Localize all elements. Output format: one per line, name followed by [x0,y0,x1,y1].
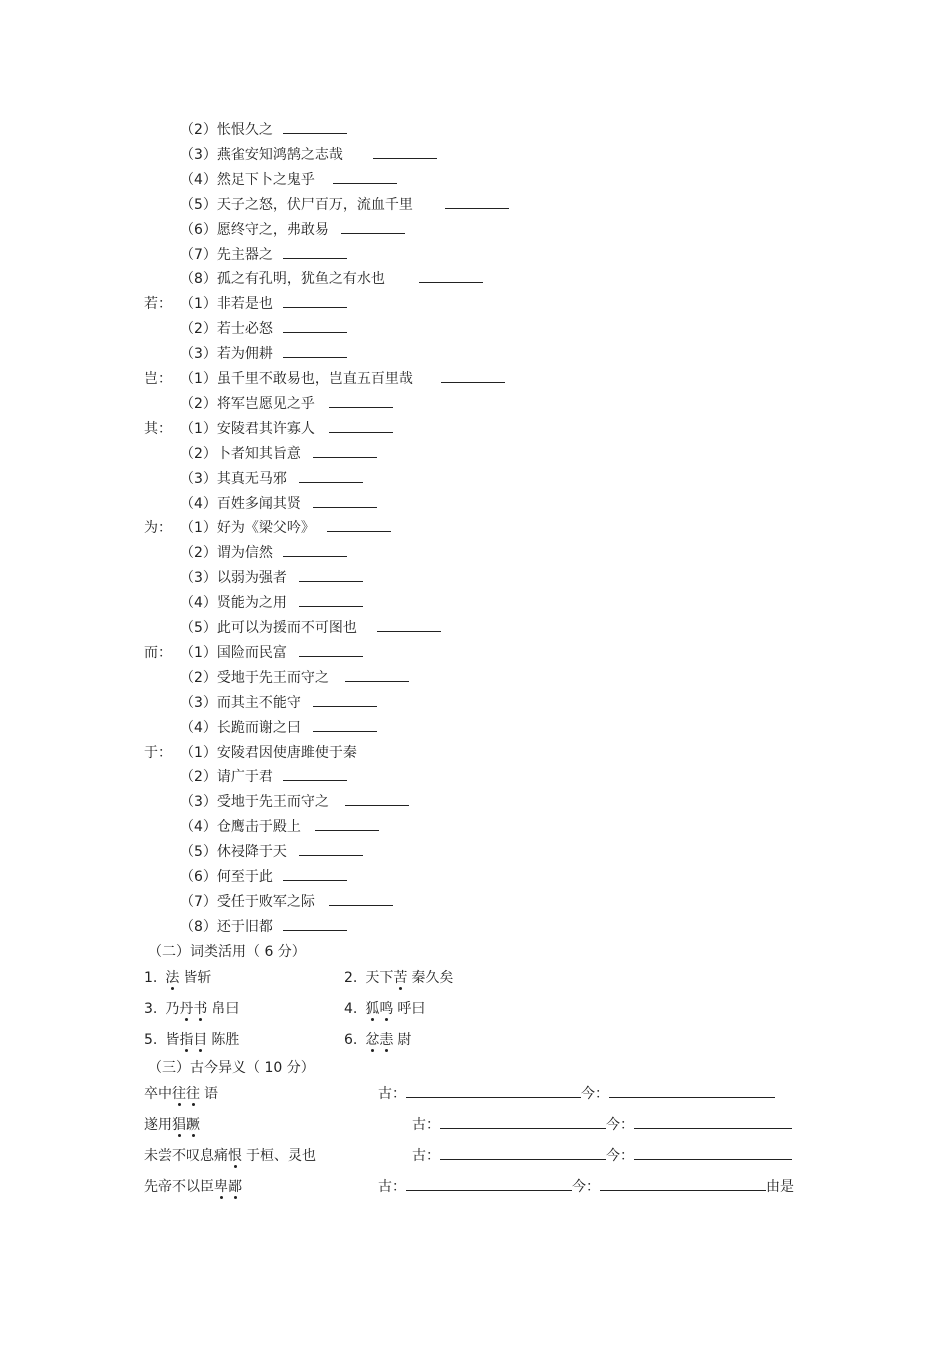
item-number: 4. [344,1001,358,1017]
meaning-answers [412,1145,792,1167]
answer-blank[interactable] [313,692,377,707]
dotted-word [172,1117,200,1133]
item-number: 5. [144,1032,158,1048]
section-heading-ancient-modern: （三）古今异义（ 10 分） [148,1060,315,1076]
conversion-item [144,1029,239,1051]
exercise-item [144,567,363,589]
item-prefix: 为： [144,520,172,536]
exercise-item [144,219,405,241]
item-text: （1）虽千里不敢易也，岂直五百里哉 [180,371,413,387]
item-text: （5）此可以为援而不可图也 [180,620,357,636]
exercise-item [144,119,347,141]
dotted-char: 往 [186,1086,200,1102]
meaning-item [144,1176,246,1198]
conversion-item [344,967,453,989]
exercise-item [144,791,409,813]
item-text: （8）孤之有孔明，犹鱼之有水也 [180,271,385,287]
item-text: （2）受地于先王而守之 [180,670,329,686]
conversion-item [344,998,425,1020]
exercise-item [144,194,509,216]
item-number: 6. [344,1032,358,1048]
item-prefix: 岂： [144,371,172,387]
modern-meaning-blank[interactable] [634,1145,792,1160]
conversion-item [144,967,211,989]
item-text: （2）请广于君 [180,769,273,785]
exercise-item [144,169,397,191]
dotted-char: 卑 [214,1179,228,1195]
item-text: （1）安陵君其许寡人 [180,421,315,437]
exercise-item [144,318,347,340]
answer-blank[interactable] [329,891,393,906]
dotted-char: 蹶 [186,1117,200,1133]
meaning-item [144,1145,316,1167]
modern-meaning-blank[interactable] [609,1083,775,1098]
item-prefix: 于： [144,745,172,761]
answer-blank[interactable] [419,268,483,283]
exercise-item [144,293,347,315]
exercise-item [144,368,505,390]
exercise-item [144,268,483,290]
exercise-item [144,443,377,465]
text-after: 陈胜 [211,1032,240,1048]
exercise-item [144,891,393,913]
dotted-word [179,1001,207,1017]
answer-blank[interactable] [283,343,347,358]
item-text: （5）休祲降于天 [180,844,287,860]
text-before: 遂用 [144,1117,172,1133]
dotted-char: 指 [179,1032,194,1048]
text-before: 先帝不以臣 [144,1179,214,1195]
text-after: 秦久矣 [411,970,454,986]
item-text: （2）将军岂愿见之乎 [180,396,315,412]
ancient-label: 古： [378,1179,406,1195]
dotted-word [214,1179,242,1195]
text-after: 皆斩 [183,970,212,986]
item-number: 3. [144,1001,158,1017]
answer-blank[interactable] [283,244,347,259]
dotted-word [179,1032,207,1048]
dotted-char: 法 [165,970,180,986]
answer-blank[interactable] [283,293,347,308]
item-text: （1）国险而民富 [180,645,287,661]
exercise-item [144,468,363,490]
item-text: （1）安陵君因使唐雎使于秦 [180,745,357,761]
modern-meaning-blank[interactable] [634,1114,792,1129]
ancient-label: 古： [378,1086,406,1102]
answer-blank[interactable] [313,493,377,508]
item-text: （2）若士必怒 [180,321,273,337]
answer-blank[interactable] [299,592,363,607]
item-prefix: 其： [144,421,172,437]
dotted-char: 苦 [393,970,408,986]
exercise-item [144,742,357,764]
text-after: 尉 [397,1032,412,1048]
exercise-item [144,841,363,863]
exercise-item [144,816,379,838]
item-text: （3）燕雀安知鸿鹄之志哉 [180,147,343,163]
item-text: （2）怅恨久之 [180,122,273,138]
conversion-item [344,1029,411,1051]
dotted-char: 往 [172,1086,186,1102]
exercise-item [144,244,347,266]
exercise-item [144,617,441,639]
item-text: （3）其真无马邪 [180,471,287,487]
text-after: 呼曰 [397,1001,426,1017]
answer-blank[interactable] [441,368,505,383]
answer-blank[interactable] [283,318,347,333]
answer-blank[interactable] [345,667,409,682]
exercise-item [144,916,347,938]
item-number: 2. [344,970,358,986]
dotted-word [365,1032,393,1048]
answer-blank[interactable] [283,766,347,781]
trailing-text: 由是 [766,1179,794,1195]
exercise-item [144,542,347,564]
dotted-word [228,1148,242,1164]
answer-blank[interactable] [341,219,405,234]
item-text: （7）受任于败军之际 [180,894,315,910]
text-after: 帛曰 [211,1001,240,1017]
item-number: 1. [144,970,158,986]
exercise-item [144,343,347,365]
dotted-char: 猖 [172,1117,186,1133]
dotted-char: 书 [193,1001,208,1017]
exercise-item [144,592,363,614]
modern-meaning-blank[interactable] [600,1176,766,1191]
modern-label: 今： [572,1179,600,1195]
item-text: （4）百姓多闻其贤 [180,496,301,512]
item-prefix: 若： [144,296,172,312]
answer-blank[interactable] [283,866,347,881]
exercise-item [144,642,363,664]
ancient-meaning-blank[interactable] [406,1083,581,1098]
dotted-char: 恨 [228,1148,242,1164]
answer-blank[interactable] [445,194,509,209]
answer-blank[interactable] [329,393,393,408]
ancient-label: 古： [412,1148,440,1164]
item-text: （1）非若是也 [180,296,273,312]
exercise-item [144,144,437,166]
dotted-char: 忿 [365,1032,380,1048]
text-before: 未尝不叹息痛 [144,1148,228,1164]
dotted-char: 恚 [379,1032,394,1048]
exercise-item [144,418,393,440]
meaning-answers [378,1176,794,1198]
dotted-char: 鄙 [228,1179,242,1195]
answer-blank[interactable] [329,418,393,433]
dotted-word [165,970,179,986]
item-text: （3）受地于先王而守之 [180,794,329,810]
dotted-char: 目 [193,1032,208,1048]
answer-blank[interactable] [299,841,363,856]
exercise-item [144,517,391,539]
section-heading-conversion: （二）词类活用（ 6 分） [148,944,306,960]
answer-blank[interactable] [315,816,379,831]
text-before: 天下 [365,970,394,986]
item-text: （8）还于旧都 [180,919,273,935]
item-prefix: 而： [144,645,172,661]
item-text: （1）好为《梁父吟》 [180,520,315,536]
modern-label: 今： [581,1086,609,1102]
item-text: （3）若为佣耕 [180,346,273,362]
dotted-word [365,1001,393,1017]
modern-label: 今： [606,1117,634,1133]
answer-blank[interactable] [327,517,391,532]
dotted-word [393,970,407,986]
ancient-label: 古： [412,1117,440,1133]
dotted-char: 狐 [365,1001,380,1017]
answer-blank[interactable] [377,617,441,632]
item-text: （7）先主器之 [180,247,273,263]
dotted-char: 丹 [179,1001,194,1017]
item-text: （6）愿终守之，弗敢易 [180,222,329,238]
ancient-meaning-blank[interactable] [440,1145,606,1160]
item-text: （2）谓为信然 [180,545,273,561]
text-before: 乃 [165,1001,180,1017]
item-text: （4）贤能为之用 [180,595,287,611]
dotted-char: 鸣 [379,1001,394,1017]
item-text: （3）而其主不能守 [180,695,301,711]
item-text: （4）仓鹰击于殿上 [180,819,301,835]
answer-blank[interactable] [333,169,397,184]
exercise-item [144,717,377,739]
answer-blank[interactable] [345,791,409,806]
item-text: （2）卜者知其旨意 [180,446,301,462]
item-text: （4）长跪而谢之曰 [180,720,301,736]
answer-blank[interactable] [313,717,377,732]
answer-blank[interactable] [299,468,363,483]
meaning-item [144,1114,204,1136]
answer-blank[interactable] [283,542,347,557]
text-after: 于桓、灵也 [246,1148,316,1164]
answer-blank[interactable] [373,144,437,159]
answer-blank[interactable] [313,443,377,458]
exercise-item [144,667,409,689]
item-text: （4）然足下卜之鬼乎 [180,172,315,188]
item-text: （6）何至于此 [180,869,273,885]
answer-blank[interactable] [283,119,347,134]
item-text: （3）以弱为强者 [180,570,287,586]
modern-label: 今： [606,1148,634,1164]
text-after: 语 [204,1086,218,1102]
exercise-item [144,766,347,788]
exercise-item [144,493,377,515]
answer-blank[interactable] [299,567,363,582]
conversion-item [144,998,239,1020]
item-text: （5）天子之怒，伏尸百万，流血千里 [180,197,413,213]
text-before: 卒中 [144,1086,172,1102]
meaning-answers [412,1114,792,1136]
exercise-item [144,866,347,888]
text-before: 皆 [165,1032,180,1048]
answer-blank[interactable] [283,916,347,931]
exercise-item [144,393,393,415]
answer-blank[interactable] [299,642,363,657]
ancient-meaning-blank[interactable] [440,1114,606,1129]
meaning-item [144,1083,218,1105]
ancient-meaning-blank[interactable] [406,1176,572,1191]
meaning-answers [378,1083,775,1105]
exercise-item [144,692,377,714]
dotted-word [172,1086,200,1102]
